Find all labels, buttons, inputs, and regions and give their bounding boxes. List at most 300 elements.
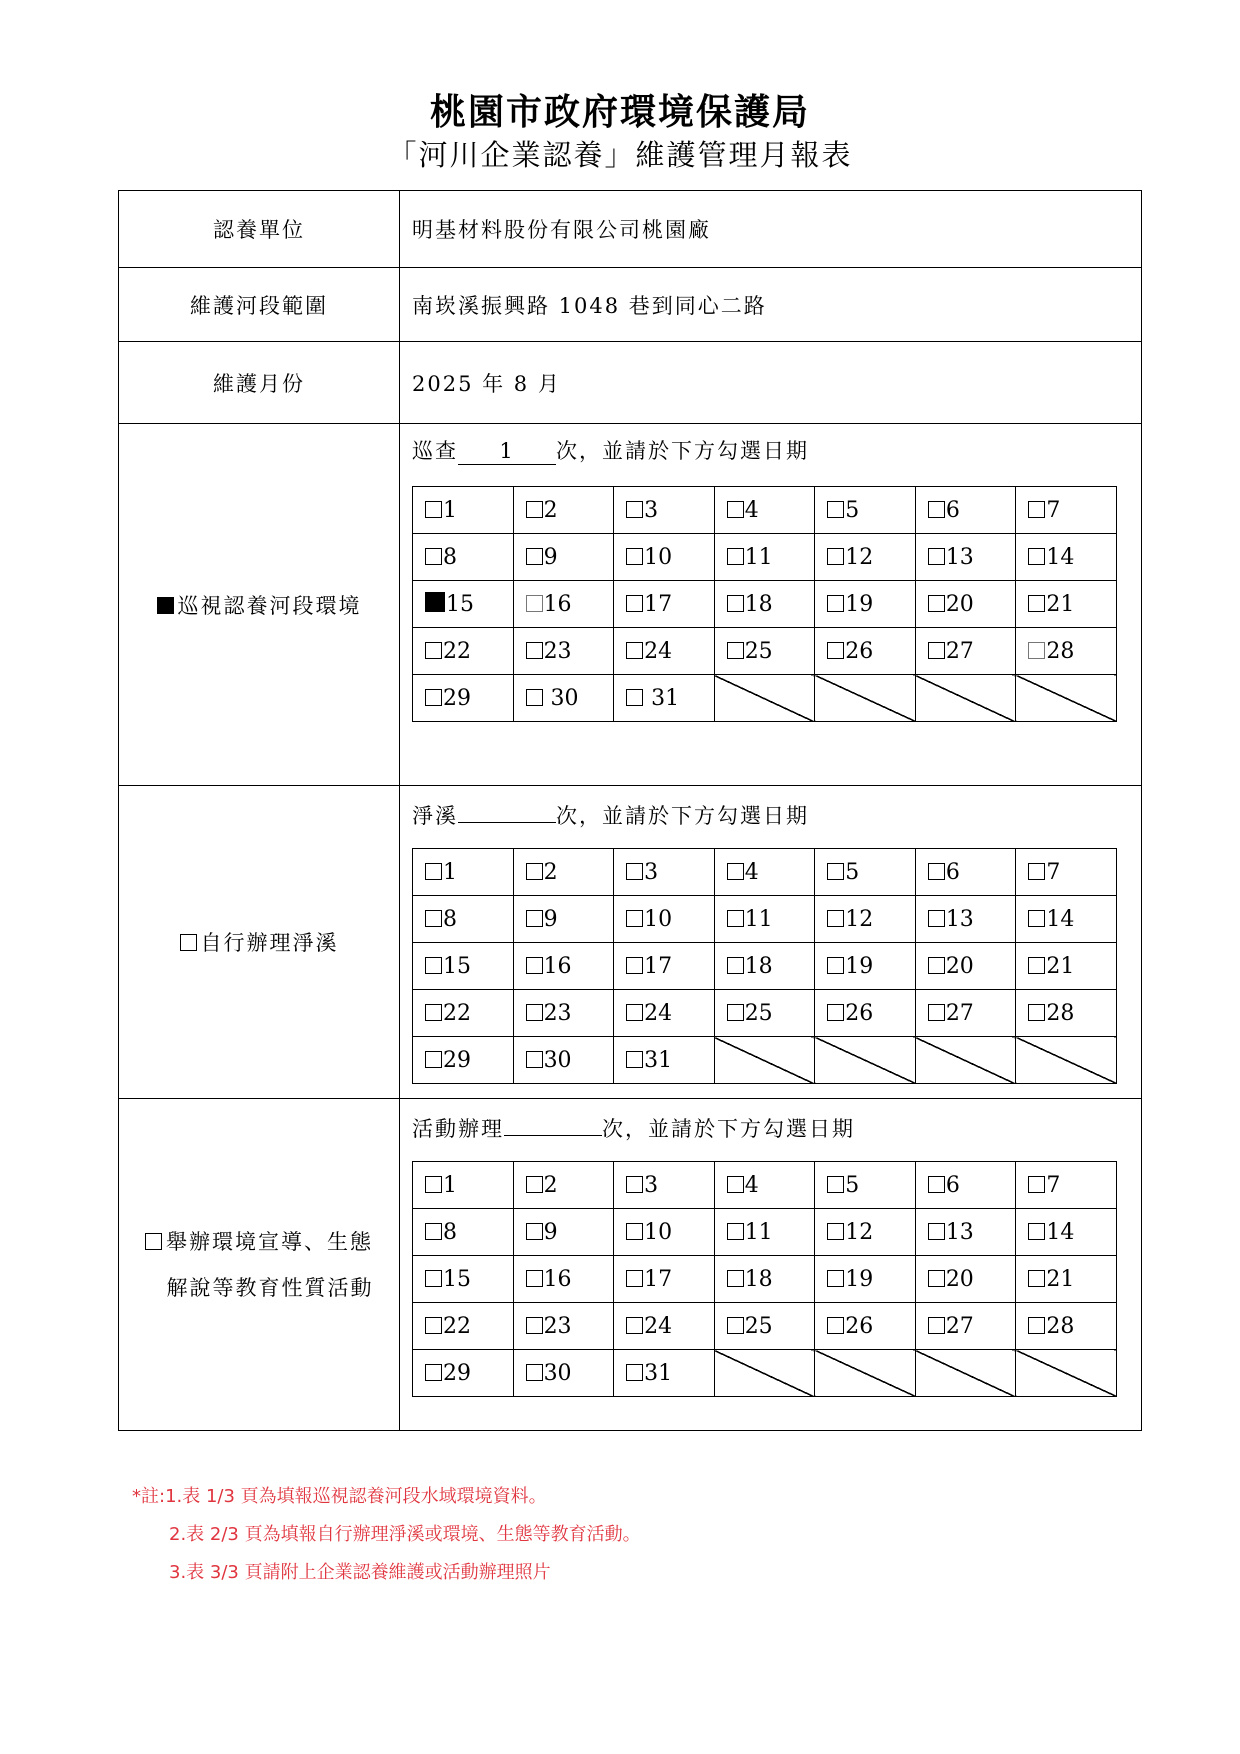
day-label: 16 [543, 1266, 572, 1292]
patrol-count-line [412, 436, 1141, 466]
day-checkbox[interactable] [526, 501, 543, 518]
day-cell[interactable] [815, 990, 916, 1037]
day-cell[interactable] [815, 896, 916, 943]
day-label: 6 [945, 1172, 960, 1198]
day-cell[interactable] [815, 581, 916, 628]
section-patrol-label [119, 424, 400, 786]
day-checkbox[interactable] [827, 1004, 844, 1021]
day-checkbox[interactable] [827, 595, 844, 612]
day-checkbox[interactable] [626, 501, 643, 518]
day-checkbox[interactable] [827, 910, 844, 927]
day-checkbox[interactable] [928, 1270, 945, 1287]
day-label: 9 [543, 1219, 558, 1245]
day-checkbox[interactable] [827, 957, 844, 974]
day-label: 24 [644, 638, 673, 664]
day-cell[interactable] [915, 1303, 1016, 1350]
day-label: 30 [543, 685, 579, 711]
day-checkbox[interactable] [425, 910, 442, 927]
day-checkbox[interactable] [526, 642, 543, 659]
empty-cell [915, 1350, 1016, 1397]
day-checkbox[interactable] [526, 1176, 543, 1193]
day-label: 8 [443, 544, 457, 570]
day-label: 14 [1046, 1219, 1075, 1245]
day-label: 12 [845, 906, 874, 932]
section-activity-label [119, 1099, 400, 1431]
day-cell[interactable] [1016, 534, 1117, 581]
day-checkbox[interactable] [827, 501, 844, 518]
day-cell[interactable] [413, 896, 514, 943]
day-checkbox[interactable] [727, 957, 744, 974]
day-checkbox[interactable] [1028, 1317, 1045, 1334]
day-label: 6 [945, 497, 960, 523]
day-label: 10 [644, 544, 673, 570]
day-label: 17 [644, 953, 673, 979]
day-label: 12 [845, 544, 874, 570]
day-checkbox[interactable] [1028, 863, 1045, 880]
day-cell[interactable] [413, 1162, 514, 1209]
day-checkbox[interactable] [727, 910, 744, 927]
day-cell[interactable] [815, 1162, 916, 1209]
day-cell[interactable] [1016, 581, 1117, 628]
day-cell[interactable] [915, 990, 1016, 1037]
day-checkbox[interactable] [626, 1270, 643, 1287]
day-label: 13 [945, 1219, 974, 1245]
day-cell[interactable] [614, 675, 715, 722]
day-cell[interactable] [513, 1303, 614, 1350]
day-cell[interactable] [714, 1303, 815, 1350]
day-checkbox[interactable] [425, 1317, 442, 1334]
day-cell[interactable] [513, 849, 614, 896]
day-cell[interactable] [614, 1037, 715, 1084]
day-cell[interactable] [1016, 943, 1117, 990]
day-checkbox[interactable] [928, 642, 945, 659]
section-activity-text1: 舉辦環境宣導、生態 [166, 1229, 373, 1254]
patrol-calendar [412, 486, 1117, 722]
day-cell[interactable] [413, 943, 514, 990]
day-checkbox[interactable] [928, 863, 945, 880]
day-checkbox[interactable] [827, 1223, 844, 1240]
day-label: 26 [845, 638, 874, 664]
day-label: 9 [543, 906, 558, 932]
day-checkbox[interactable] [425, 592, 445, 612]
day-cell[interactable] [915, 849, 1016, 896]
day-checkbox[interactable] [626, 548, 643, 565]
day-cell[interactable] [513, 581, 614, 628]
day-checkbox[interactable] [727, 595, 744, 612]
activity-calendar [412, 1161, 1117, 1397]
day-cell[interactable] [614, 487, 715, 534]
day-label: 18 [744, 591, 773, 617]
activity-prefix: 活動辦理 [412, 1117, 504, 1141]
day-label: 31 [644, 1047, 673, 1073]
day-checkbox[interactable] [526, 689, 543, 706]
day-checkbox[interactable] [526, 1270, 543, 1287]
day-label: 2 [543, 497, 558, 523]
day-checkbox[interactable] [626, 642, 643, 659]
day-checkbox[interactable] [526, 1317, 543, 1334]
day-label: 15 [443, 1266, 471, 1292]
day-label: 7 [1046, 1172, 1061, 1198]
day-cell[interactable] [915, 896, 1016, 943]
day-label: 3 [644, 497, 659, 523]
day-checkbox[interactable] [1028, 548, 1045, 565]
patrol-count-field[interactable]: 1 [458, 440, 556, 465]
day-cell[interactable] [714, 849, 815, 896]
day-cell[interactable] [513, 487, 614, 534]
day-checkbox[interactable] [827, 1270, 844, 1287]
day-cell[interactable] [815, 1303, 916, 1350]
day-cell[interactable] [614, 1303, 715, 1350]
day-label: 14 [1046, 906, 1075, 932]
empty-cell [815, 1350, 916, 1397]
day-checkbox[interactable] [928, 1317, 945, 1334]
day-cell[interactable] [1016, 487, 1117, 534]
day-checkbox[interactable] [727, 1270, 744, 1287]
activity-count-field[interactable] [504, 1111, 602, 1136]
cleanup-prefix: 淨溪 [412, 804, 458, 828]
day-cell[interactable] [1016, 1162, 1117, 1209]
day-cell[interactable] [815, 943, 916, 990]
day-cell[interactable] [413, 990, 514, 1037]
day-label: 2 [543, 1172, 558, 1198]
day-checkbox[interactable] [425, 1004, 442, 1021]
day-label: 31 [644, 685, 680, 711]
day-label: 28 [1046, 1000, 1075, 1026]
day-label: 15 [443, 953, 471, 979]
note-3: 3.表 3/3 頁請附上企業認養維護或活動辦理照片 [169, 1562, 551, 1583]
report-table [118, 190, 1142, 1431]
day-cell[interactable] [614, 628, 715, 675]
month-label: 維護月份 [119, 342, 400, 424]
day-checkbox[interactable] [425, 1270, 442, 1287]
day-label: 26 [845, 1000, 874, 1026]
day-cell[interactable] [413, 534, 514, 581]
day-checkbox[interactable] [928, 548, 945, 565]
day-label: 8 [443, 906, 457, 932]
day-checkbox[interactable] [1028, 1004, 1045, 1021]
day-checkbox[interactable] [425, 1176, 442, 1193]
day-checkbox[interactable] [827, 642, 844, 659]
day-checkbox[interactable] [1028, 1270, 1045, 1287]
day-label: 16 [543, 953, 572, 979]
day-label: 10 [644, 1219, 673, 1245]
day-checkbox[interactable] [727, 1176, 744, 1193]
day-checkbox[interactable] [626, 957, 643, 974]
day-checkbox[interactable] [727, 863, 744, 880]
day-checkbox[interactable] [526, 1364, 543, 1381]
note-2: 2.表 2/3 頁為填報自行辦理淨溪或環境、生態等教育活動。 [169, 1524, 641, 1545]
day-cell[interactable] [815, 628, 916, 675]
day-cell[interactable] [714, 487, 815, 534]
day-cell[interactable] [513, 628, 614, 675]
day-label: 23 [543, 1000, 572, 1026]
day-cell[interactable] [413, 1303, 514, 1350]
day-label: 23 [543, 638, 572, 664]
day-label: 4 [744, 497, 759, 523]
day-label: 13 [945, 544, 974, 570]
day-label: 30 [543, 1047, 572, 1073]
day-checkbox[interactable] [827, 548, 844, 565]
day-cell[interactable] [513, 943, 614, 990]
day-label: 12 [845, 1219, 874, 1245]
day-label: 13 [945, 906, 974, 932]
day-cell[interactable] [513, 990, 614, 1037]
day-cell[interactable] [513, 1256, 614, 1303]
day-cell[interactable] [413, 1037, 514, 1084]
day-checkbox[interactable] [425, 1223, 442, 1240]
section-cleanup-checkbox[interactable] [180, 934, 197, 951]
empty-cell [714, 1037, 815, 1084]
patrol-suffix: 次，並請於下方勾選日期 [556, 439, 809, 463]
day-checkbox[interactable] [1028, 501, 1045, 518]
day-cell[interactable] [1016, 990, 1117, 1037]
day-label: 24 [644, 1000, 673, 1026]
day-label: 18 [744, 953, 773, 979]
day-cell[interactable] [1016, 849, 1117, 896]
day-checkbox[interactable] [827, 1317, 844, 1334]
day-checkbox[interactable] [727, 1004, 744, 1021]
day-label: 26 [845, 1313, 874, 1339]
day-checkbox[interactable] [1028, 910, 1045, 927]
section-patrol-text: 巡視認養河段環境 [177, 593, 362, 618]
day-checkbox[interactable] [727, 1223, 744, 1240]
empty-cell [915, 1037, 1016, 1084]
day-cell[interactable] [614, 1162, 715, 1209]
day-cell[interactable] [815, 534, 916, 581]
day-checkbox[interactable] [526, 548, 543, 565]
day-cell[interactable] [915, 1256, 1016, 1303]
day-checkbox[interactable] [526, 1051, 543, 1068]
day-checkbox[interactable] [928, 1223, 945, 1240]
day-label: 10 [644, 906, 673, 932]
day-label: 4 [744, 1172, 759, 1198]
day-checkbox[interactable] [425, 1051, 442, 1068]
day-label: 9 [543, 544, 558, 570]
empty-cell [1016, 1350, 1117, 1397]
day-label: 3 [644, 1172, 659, 1198]
day-cell[interactable] [714, 990, 815, 1037]
day-label: 2 [543, 859, 558, 885]
day-cell[interactable] [614, 849, 715, 896]
day-label: 14 [1046, 544, 1075, 570]
day-cell[interactable] [815, 849, 916, 896]
day-checkbox[interactable] [526, 957, 543, 974]
day-label: 22 [443, 638, 471, 664]
day-checkbox[interactable] [626, 1176, 643, 1193]
cleanup-count-field[interactable] [458, 798, 556, 823]
day-cell[interactable] [1016, 1303, 1117, 1350]
day-cell[interactable] [513, 534, 614, 581]
day-checkbox[interactable] [425, 642, 442, 659]
day-checkbox[interactable] [425, 1364, 442, 1381]
unit-label: 認養單位 [119, 191, 400, 268]
day-checkbox[interactable] [827, 863, 844, 880]
day-cell[interactable] [714, 896, 815, 943]
day-cell[interactable] [513, 1037, 614, 1084]
day-checkbox[interactable] [626, 1223, 643, 1240]
day-checkbox[interactable] [928, 1176, 945, 1193]
patrol-prefix: 巡查 [412, 439, 458, 463]
day-label: 11 [744, 1219, 773, 1245]
day-label: 5 [845, 1172, 860, 1198]
day-label: 21 [1046, 953, 1075, 979]
range-value: 南崁溪振興路 1048 巷到同心二路 [400, 268, 1142, 342]
day-checkbox[interactable] [727, 501, 744, 518]
day-cell[interactable] [915, 534, 1016, 581]
day-cell[interactable] [614, 896, 715, 943]
day-checkbox[interactable] [928, 595, 945, 612]
cleanup-suffix: 次，並請於下方勾選日期 [556, 804, 809, 828]
day-cell[interactable] [614, 581, 715, 628]
day-cell[interactable] [614, 1209, 715, 1256]
day-cell[interactable] [513, 1209, 614, 1256]
day-checkbox[interactable] [1028, 957, 1045, 974]
day-cell[interactable] [915, 487, 1016, 534]
day-checkbox[interactable] [425, 501, 442, 518]
day-cell[interactable] [714, 1256, 815, 1303]
day-label: 29 [443, 1360, 471, 1386]
day-label: 7 [1046, 859, 1061, 885]
day-checkbox[interactable] [425, 863, 442, 880]
section-activity-checkbox[interactable] [145, 1233, 162, 1250]
day-cell[interactable] [1016, 628, 1117, 675]
day-checkbox[interactable] [727, 1317, 744, 1334]
day-cell[interactable] [1016, 896, 1117, 943]
day-checkbox[interactable] [928, 1004, 945, 1021]
day-cell[interactable] [815, 1256, 916, 1303]
day-checkbox[interactable] [626, 1051, 643, 1068]
day-cell[interactable] [714, 943, 815, 990]
day-checkbox[interactable] [425, 957, 442, 974]
day-checkbox[interactable] [727, 548, 744, 565]
activity-suffix: 次，並請於下方勾選日期 [602, 1117, 855, 1141]
day-cell[interactable] [513, 1350, 614, 1397]
section-patrol-body [400, 424, 1142, 786]
note-1: *註:1.表 1/3 頁為填報巡視認養河段水域環境資料。 [132, 1486, 547, 1507]
day-label: 22 [443, 1000, 471, 1026]
day-label: 21 [1046, 1266, 1075, 1292]
day-cell[interactable] [614, 943, 715, 990]
day-cell[interactable] [815, 487, 916, 534]
day-label: 20 [945, 1266, 974, 1292]
day-cell[interactable] [915, 943, 1016, 990]
day-label: 29 [443, 685, 471, 711]
day-checkbox[interactable] [526, 863, 543, 880]
day-checkbox[interactable] [626, 1364, 643, 1381]
empty-cell [815, 1037, 916, 1084]
day-checkbox[interactable] [626, 863, 643, 880]
day-cell[interactable] [714, 1209, 815, 1256]
day-checkbox[interactable] [1028, 1223, 1045, 1240]
day-label: 1 [443, 497, 457, 523]
day-cell[interactable] [714, 534, 815, 581]
day-cell[interactable] [815, 1209, 916, 1256]
day-label: 11 [744, 906, 773, 932]
day-label: 30 [543, 1360, 572, 1386]
section-patrol-checkbox[interactable] [157, 597, 174, 614]
day-label: 19 [845, 953, 874, 979]
day-checkbox[interactable] [928, 910, 945, 927]
day-cell[interactable] [714, 1162, 815, 1209]
day-checkbox[interactable] [526, 595, 543, 612]
day-cell[interactable] [413, 1209, 514, 1256]
day-checkbox[interactable] [626, 910, 643, 927]
day-cell[interactable] [413, 1350, 514, 1397]
day-label: 4 [744, 859, 759, 885]
day-checkbox[interactable] [626, 689, 643, 706]
day-cell[interactable] [714, 628, 815, 675]
day-checkbox[interactable] [526, 1004, 543, 1021]
day-checkbox[interactable] [827, 1176, 844, 1193]
day-label: 31 [644, 1360, 673, 1386]
day-checkbox[interactable] [626, 1004, 643, 1021]
day-cell[interactable] [513, 1162, 614, 1209]
day-label: 20 [945, 953, 974, 979]
day-cell[interactable] [513, 675, 614, 722]
day-checkbox[interactable] [626, 1317, 643, 1334]
day-cell[interactable] [714, 581, 815, 628]
day-checkbox[interactable] [1028, 595, 1045, 612]
day-checkbox[interactable] [425, 689, 442, 706]
empty-cell [714, 675, 815, 722]
day-cell[interactable] [413, 628, 514, 675]
day-cell[interactable] [413, 487, 514, 534]
day-checkbox[interactable] [1028, 642, 1045, 659]
section-cleanup-text: 自行辦理淨溪 [200, 931, 339, 955]
day-cell[interactable] [614, 1256, 715, 1303]
day-label: 21 [1046, 591, 1075, 617]
day-checkbox[interactable] [727, 642, 744, 659]
day-label: 1 [443, 859, 457, 885]
empty-cell [915, 675, 1016, 722]
day-cell[interactable] [513, 896, 614, 943]
unit-value: 明基材料股份有限公司桃園廠 [400, 191, 1142, 268]
page-subtitle: 「河川企業認養」維護管理月報表 [387, 138, 853, 172]
day-label: 17 [644, 1266, 673, 1292]
day-cell[interactable] [614, 534, 715, 581]
day-label: 15 [446, 591, 474, 617]
day-cell[interactable] [915, 628, 1016, 675]
day-label: 27 [945, 638, 974, 664]
day-cell[interactable] [413, 1256, 514, 1303]
day-label: 19 [845, 591, 874, 617]
day-cell[interactable] [915, 1162, 1016, 1209]
day-checkbox[interactable] [1028, 1176, 1045, 1193]
day-cell[interactable] [413, 849, 514, 896]
activity-count-line [412, 1111, 1141, 1141]
day-label: 29 [443, 1047, 471, 1073]
empty-cell [815, 675, 916, 722]
day-cell[interactable] [1016, 1256, 1117, 1303]
day-cell[interactable] [614, 1350, 715, 1397]
day-cell[interactable] [413, 675, 514, 722]
day-cell[interactable] [413, 581, 514, 628]
day-checkbox[interactable] [928, 501, 945, 518]
day-checkbox[interactable] [928, 957, 945, 974]
day-cell[interactable] [614, 990, 715, 1037]
day-cell[interactable] [915, 1209, 1016, 1256]
cleanup-count-line [412, 798, 1141, 828]
day-checkbox[interactable] [626, 595, 643, 612]
day-cell[interactable] [1016, 1209, 1117, 1256]
day-checkbox[interactable] [526, 1223, 543, 1240]
day-checkbox[interactable] [526, 910, 543, 927]
day-cell[interactable] [915, 581, 1016, 628]
day-checkbox[interactable] [425, 548, 442, 565]
day-label: 28 [1046, 638, 1075, 664]
day-label: 20 [945, 591, 974, 617]
day-label: 7 [1046, 497, 1061, 523]
